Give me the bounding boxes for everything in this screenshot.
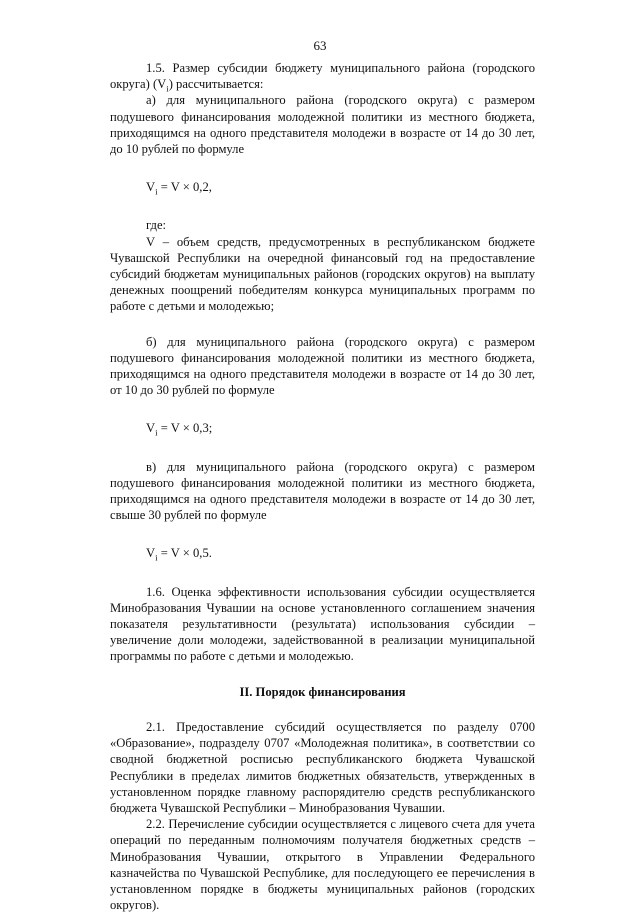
where-label: где:: [146, 218, 167, 233]
formula-b: [110, 420, 535, 436]
document-body: [110, 60, 535, 913]
page-number: 63: [313, 38, 327, 53]
formula-v-lhs: V: [146, 546, 156, 561]
variable-definition: V – объем средств, предусмотренных в республиканском бюджете Чувашской Республики на очередной финансовый год на предоставление субсидий бюджетам муниципальных районов (городских округов) на выплату денежных поощрений победителям конкурса муниципальных программ по работе с детьми и молодежью;: [110, 234, 535, 314]
formula-v-rhs: = V × 0,5.: [157, 546, 212, 561]
subscript: i: [166, 83, 169, 94]
formula-v-sub: i: [155, 552, 158, 563]
section-heading: II. Порядок финансирования: [239, 684, 406, 699]
paragraph-1-6: 1.6. Оценка эффективности использования субсидии осуществляется Минобразования Чувашии на основе установленного соглашением значения показателя результативности (результата) использования субсидии – увеличение доли молодежи, задействованной в реализации муниципальной программы по работе с детьми и молодежью.: [110, 584, 535, 664]
paragraph-2-2: 2.2. Перечисление субсидии осуществляется с лицевого счета для учета операций по переданным полномочиям получателя бюджетных средств – Минобразования Чувашии, открытого в Управлении Федерального казначейства по Чувашской Республике, для последующего ее перечисления в установленном порядке в бюджеты муниципальных районов (городских округов).: [110, 817, 535, 913]
formula-b-rhs: = V × 0,3;: [157, 421, 213, 436]
formula-a-rhs: = V × 0,2,: [157, 180, 212, 195]
formula-b-lhs: V: [146, 421, 156, 436]
formula-b-sub: i: [155, 427, 158, 438]
paragraph-2-1: 2.1. Предоставление субсидий осуществляется по разделу 0700 «Образование», подразделу 0707 «Молодежная политика», в соответствии со сводной бюджетной росписью республиканского бюджета Чувашской Республики в пределах лимитов бюджетных обязательств, утвержденных в установленном порядке главному распорядителю средств республиканского бюджета Чувашской Республики – Минобразования Чувашии.: [110, 719, 535, 815]
paragraph-a: а) для муниципального района (городского округа) с размером подушевого финансирования молодежной политики из местного бюджета, приходящимся на одного представителя молодежи в возрасте от 14 до 30 лет, до 10 рублей по формуле: [110, 93, 535, 157]
formula-a: [110, 179, 535, 195]
formula-a-sub: i: [155, 186, 158, 197]
paragraph-b: б) для муниципального района (городского округа) с размером подушевого финансирования молодежной политики из местного бюджета, приходящимся на одного представителя молодежи в возрасте от 14 до 30 лет, от 10 до 30 рублей по формуле: [110, 334, 535, 398]
paragraph-1-5-end: ) рассчитывается:: [168, 77, 264, 92]
paragraph-1-5: [110, 60, 535, 92]
formula-v: [110, 545, 535, 561]
paragraph-1-5-text: 1.5. Размер субсидии бюджету муниципального района (городского округа) (V: [110, 61, 535, 92]
formula-a-lhs: V: [146, 180, 156, 195]
paragraph-v: в) для муниципального района (городского округа) с размером подушевого финансирования молодежной политики из местного бюджета, приходящимся на одного представителя молодежи в возрасте от 14 до 30 лет, свыше 30 рублей по формуле: [110, 459, 535, 523]
